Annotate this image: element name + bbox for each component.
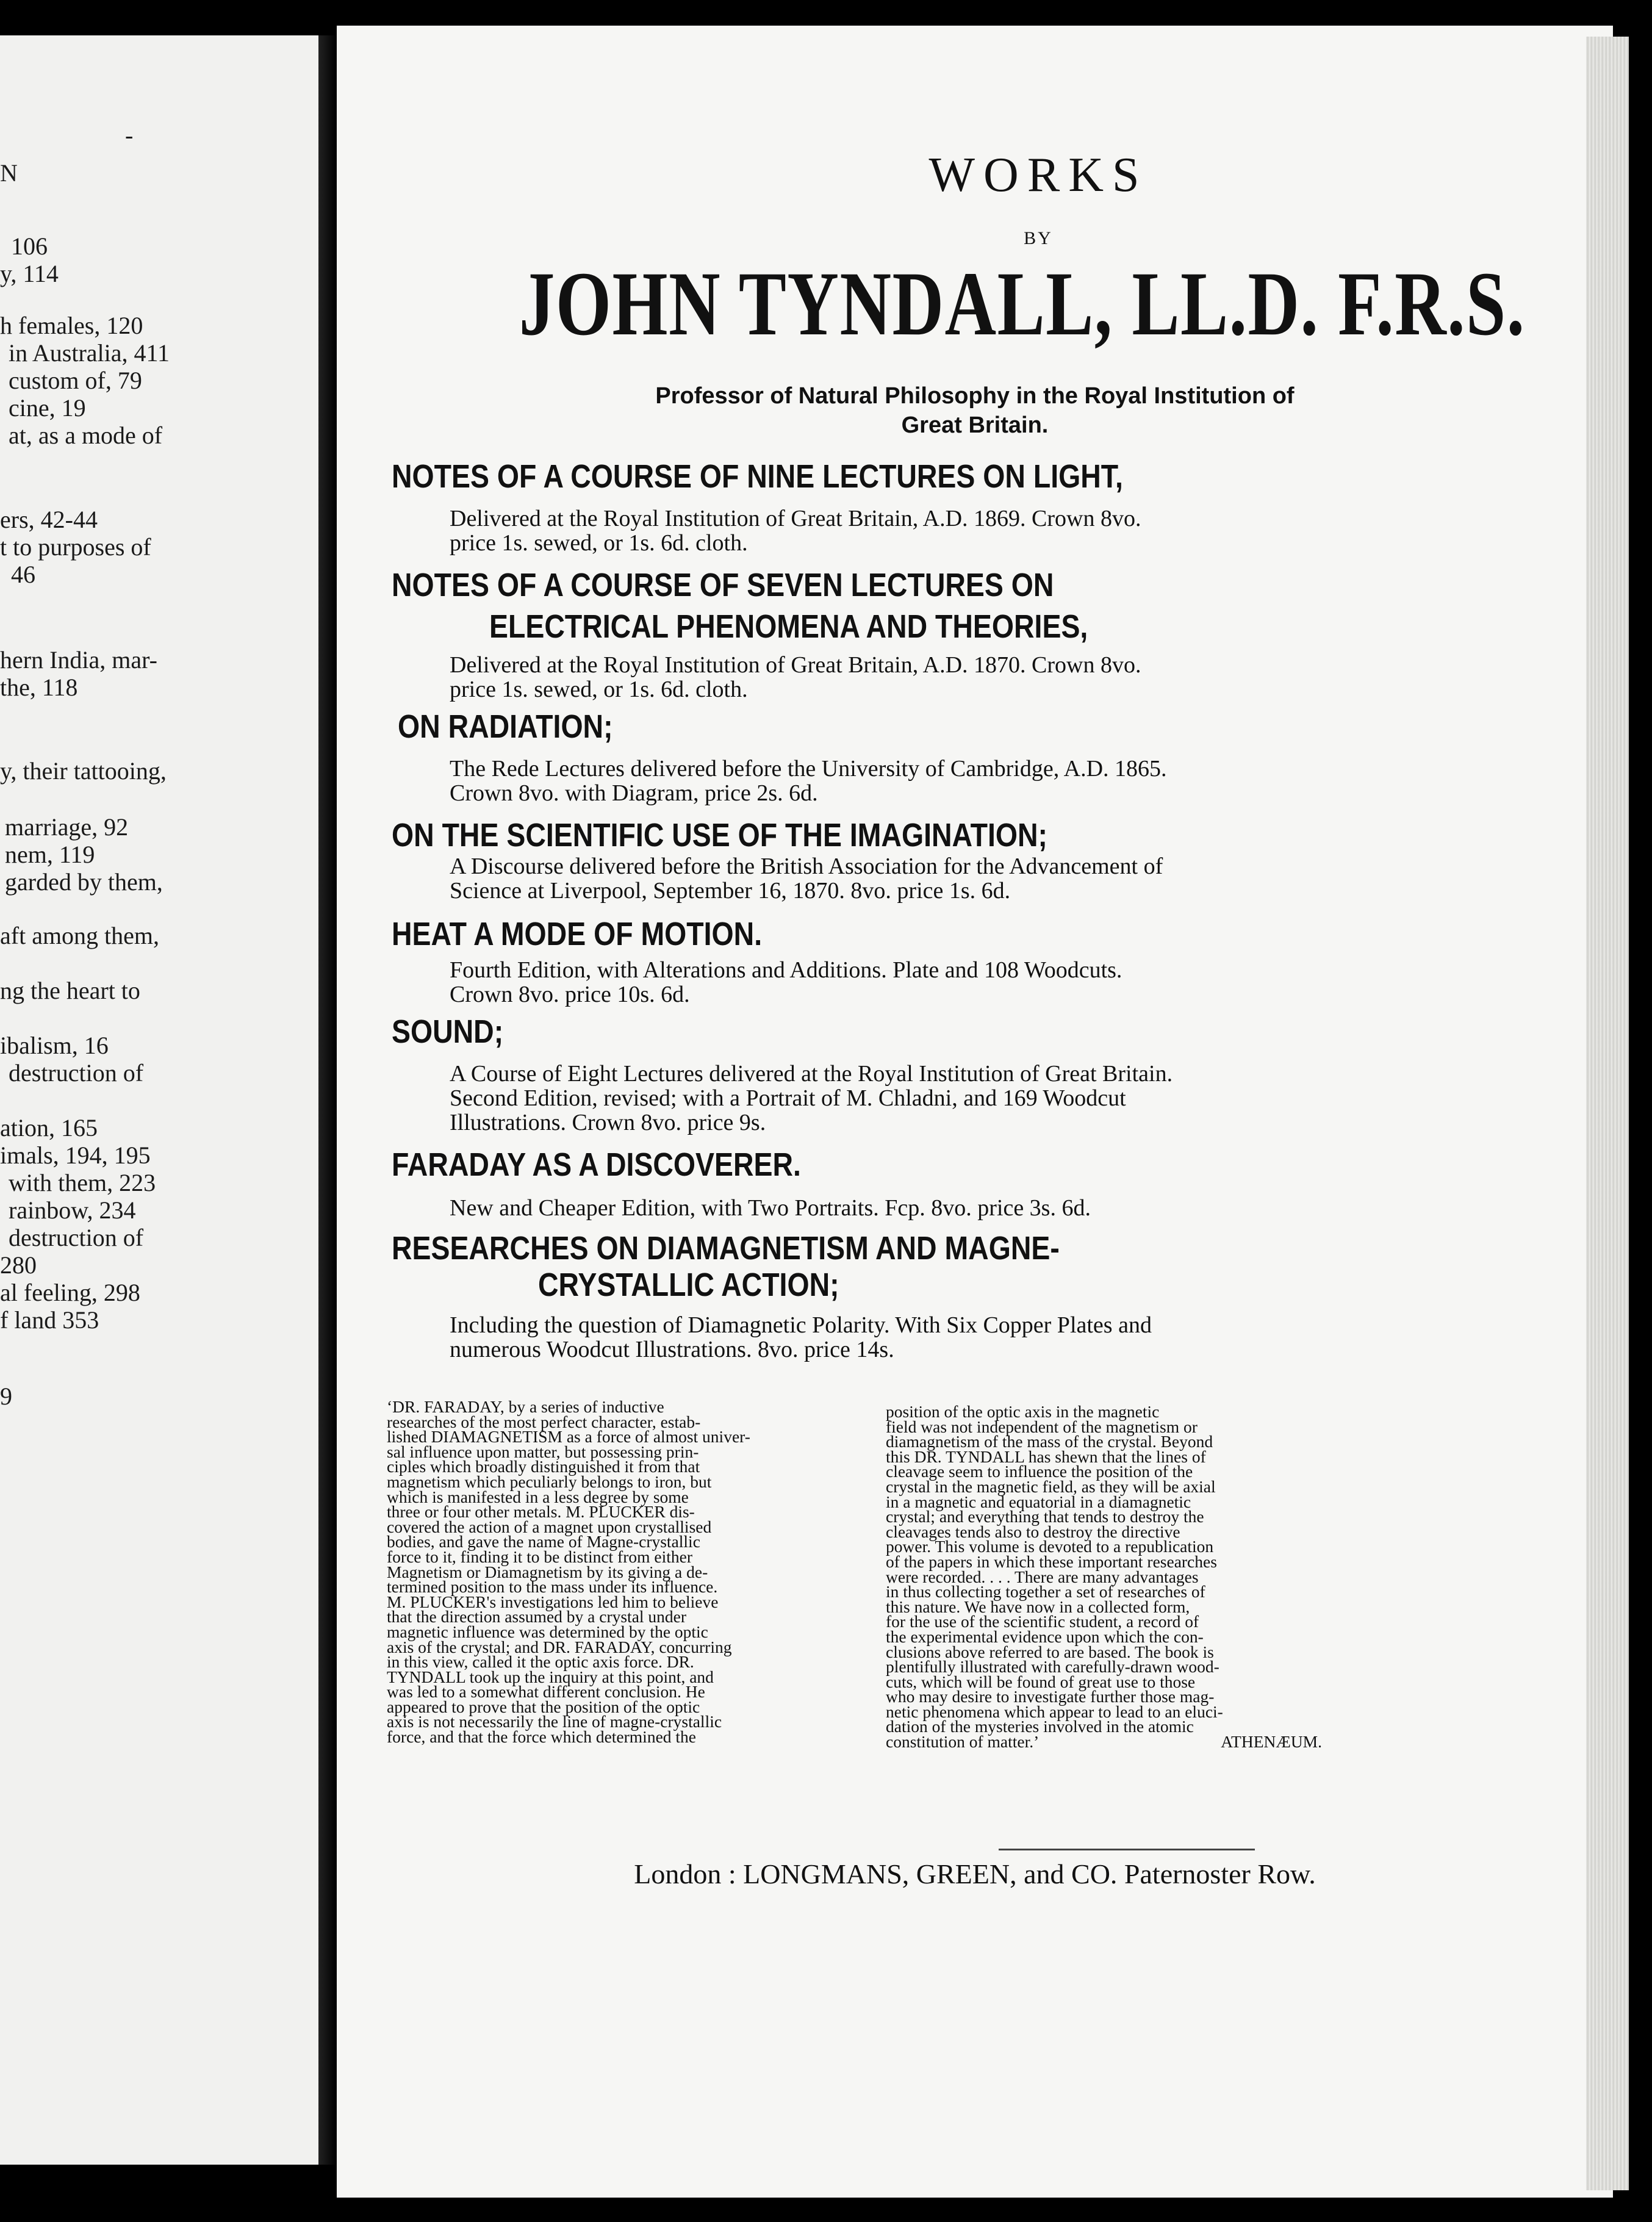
book-title: SOUND; [392, 1013, 504, 1050]
book-description: Delivered at the Royal Institution of Great Britain, A.D. 1870. Crown 8vo. [450, 652, 1141, 678]
quote-line: this nature. We have now in a collected form, [886, 1597, 1190, 1616]
by-label: BY [1024, 228, 1053, 248]
book-title: CRYSTALLIC ACTION; [538, 1267, 839, 1303]
book-title: HEAT A MODE OF MOTION. [392, 916, 763, 952]
quote-line: netic phenomena which appear to lead to an eluci- [886, 1702, 1223, 1721]
works-heading: WORKS [928, 148, 1148, 202]
quote-line: lished DIAMAGNETISM as a force of almost univer- [387, 1427, 750, 1447]
book-description: Fourth Edition, with Alterations and Additions. Plate and 108 Woodcuts. [450, 957, 1122, 983]
quote-line: power. This volume is devoted to a republication [886, 1537, 1214, 1556]
index-line: ibalism, 16 [0, 1032, 109, 1059]
index-line: in Australia, 411 [9, 339, 170, 367]
index-line: custom of, 79 [9, 367, 142, 394]
index-line: N [0, 159, 18, 187]
index-line: destruction of [9, 1059, 144, 1087]
book-description: Crown 8vo. price 10s. 6d. [450, 982, 690, 1007]
quote-line: which is manifested in a less degree by some [387, 1487, 689, 1506]
quote-line: plentifully illustrated with carefully-drawn wood- [886, 1657, 1219, 1677]
book-description: Science at Liverpool, September 16, 1870. 8vo. price 1s. 6d. [450, 878, 1011, 904]
quote-line: cuts, which will be found of great use to those [886, 1672, 1196, 1691]
index-line: aft among them, [0, 922, 160, 949]
author-title-line-2: Great Britain. [901, 412, 1049, 438]
index-line: - [125, 121, 134, 149]
quote-line: ciples which broadly distinguished it from that [387, 1457, 700, 1476]
index-line: nem, 119 [5, 841, 95, 868]
quote-line: in thus collecting together a set of researches of [886, 1582, 1205, 1602]
quote-line: appeared to prove that the position of the optic [387, 1697, 700, 1716]
index-line: destruction of [9, 1224, 144, 1251]
book-title: ON THE SCIENTIFIC USE OF THE IMAGINATION; [392, 817, 1047, 854]
index-line: imals, 194, 195 [0, 1142, 151, 1169]
quote-line: axis is not necessarily the line of magne-crystallic [387, 1712, 722, 1731]
index-line: 106 [11, 232, 48, 260]
index-line: 9 [0, 1382, 12, 1410]
left-page-fragment [0, 35, 318, 2165]
quote-line: force, and that the force which determined the [387, 1727, 696, 1747]
quote-line: three or four other metals. M. PLUCKER dis- [387, 1502, 695, 1522]
quote-line: Magnetism or Diamagnetism by its giving a de- [387, 1562, 708, 1581]
index-line: al feeling, 298 [0, 1279, 140, 1306]
quote-line: cleavages tends also to destroy the directive [886, 1522, 1180, 1541]
quote-line: sal influence upon matter, but possessing prin- [387, 1442, 699, 1461]
quote-line: researches of the most perfect character, estab- [387, 1412, 701, 1431]
book-description: Crown 8vo. with Diagram, price 2s. 6d. [450, 780, 818, 806]
index-line: ation, 165 [0, 1114, 98, 1142]
index-line: ers, 42-44 [0, 506, 98, 533]
publisher-imprint: London : LONGMANS, GREEN, and CO. Paternoster Row. [634, 1858, 1316, 1889]
quote-line: in a magnetic and equatorial in a diamagnetic [886, 1492, 1191, 1511]
quote-line: who may desire to investigate further those mag- [886, 1687, 1215, 1706]
book-title: NOTES OF A COURSE OF NINE LECTURES ON LIGHT, [392, 458, 1123, 495]
quote-line: that the direction assumed by a crystal under [387, 1607, 687, 1627]
index-line: h females, 120 [0, 312, 143, 339]
book-title: FARADAY AS A DISCOVERER. [392, 1146, 801, 1183]
quote-line: crystal; and everything that tends to destroy the [886, 1507, 1204, 1526]
quote-line: of the papers in which these important researches [886, 1551, 1217, 1571]
book-description: Second Edition, revised; with a Portrait of M. Chladni, and 169 Woodcut [450, 1085, 1126, 1111]
quote-line: for the use of the scientific student, a record of [886, 1612, 1199, 1631]
page-edges [1586, 37, 1629, 2190]
author-title-line-1: Professor of Natural Philosophy in the Royal Institution of [655, 383, 1295, 409]
quote-line: were recorded. . . . There are many advantages [886, 1567, 1199, 1586]
quote-line: dation of the mysteries involved in the atomic [886, 1717, 1194, 1736]
book-title: RESEARCHES ON DIAMAGNETISM AND MAGNE- [392, 1230, 1060, 1267]
quote-line: diamagnetism of the mass of the crystal. Beyond [886, 1432, 1213, 1451]
index-line: 280 [0, 1251, 37, 1279]
index-line: with them, 223 [9, 1169, 156, 1196]
index-line: marriage, 92 [5, 813, 129, 841]
quote-line: was led to a somewhat different conclusion. He [387, 1682, 705, 1702]
quote-line: the experimental evidence upon which the con- [886, 1627, 1204, 1646]
index-line: hern India, mar- [0, 646, 157, 674]
index-line: at, as a mode of [9, 422, 163, 449]
book-description: Including the question of Diamagnetic Polarity. With Six Copper Plates and [450, 1312, 1152, 1338]
author-title [337, 381, 1613, 440]
book-description: numerous Woodcut Illustrations. 8vo. price 14s. [450, 1337, 894, 1362]
index-line: y, their tattooing, [0, 757, 167, 785]
author-name: JOHN TYNDALL, LL.D. F.R.S. [519, 253, 1526, 354]
book-gutter [318, 35, 337, 2165]
book-description: Illustrations. Crown 8vo. price 9s. [450, 1110, 766, 1135]
quote-line: axis of the crystal; and DR. FARADAY, concurring [387, 1637, 732, 1656]
quote-line: M. PLUCKER's investigations led him to believe [387, 1592, 719, 1611]
book-description: A Discourse delivered before the British Association for the Advancement of [450, 854, 1163, 879]
index-line: cine, 19 [9, 394, 86, 422]
review-quote-left-column [387, 1397, 826, 1747]
review-quote-right-column [886, 1404, 1340, 1750]
book-description: price 1s. sewed, or 1s. 6d. cloth. [450, 677, 748, 702]
book-description: The Rede Lectures delivered before the University of Cambridge, A.D. 1865. [450, 756, 1167, 782]
book-title: ELECTRICAL PHENOMENA AND THEORIES, [489, 608, 1088, 645]
quote-line: magnetism which peculiarly belongs to iron, but [387, 1472, 712, 1491]
quote-line: bodies, and gave the name of Magne-crystallic [387, 1532, 700, 1551]
quote-line: field was not independent of the magnetism or [886, 1417, 1198, 1436]
quote-line: in this view, called it the optic axis force. DR. [387, 1652, 694, 1672]
quote-line: clusions above referred to are based. The book is [886, 1642, 1214, 1661]
quote-line: TYNDALL took up the inquiry at this point, and [387, 1667, 714, 1686]
quote-line: cleavage seem to influence the position of the [886, 1462, 1193, 1481]
index-line: garded by them, [5, 868, 163, 896]
quote-line: covered the action of a magnet upon crystallised [387, 1517, 712, 1536]
book-description: A Course of Eight Lectures delivered at the Royal Institution of Great Britain. [450, 1061, 1173, 1087]
quote-line: position of the optic axis in the magnetic [886, 1402, 1160, 1421]
book-description: Delivered at the Royal Institution of Great Britain, A.D. 1869. Crown 8vo. [450, 506, 1141, 531]
divider-rule [999, 1849, 1255, 1850]
advertisement-page [337, 26, 1613, 2198]
index-line: t to purposes of [0, 533, 151, 561]
book-title: NOTES OF A COURSE OF SEVEN LECTURES ON [392, 567, 1054, 603]
index-line: ng the heart to [0, 977, 140, 1004]
quote-line: this DR. TYNDALL has shewn that the lines of [886, 1447, 1206, 1466]
quote-line: crystal in the magnetic field, as they will be axial [886, 1476, 1216, 1496]
index-line: 46 [11, 561, 35, 588]
index-line: y, 114 [0, 260, 59, 287]
index-line: f land 353 [0, 1306, 99, 1334]
quote-line: termined position to the mass under its influence. [387, 1577, 718, 1597]
quote-line: constitution of matter.’ [886, 1732, 1040, 1752]
book-description: price 1s. sewed, or 1s. 6d. cloth. [450, 530, 748, 556]
quote-line: magnetic influence was determined by the optic [387, 1622, 708, 1641]
book-description: New and Cheaper Edition, with Two Portraits. Fcp. 8vo. price 3s. 6d. [450, 1195, 1091, 1221]
quote-line: ‘DR. FARADAY, by a series of inductive [387, 1397, 664, 1416]
quote-line: force to it, finding it to be distinct from either [387, 1547, 692, 1566]
quote-source: ATHENÆUM. [1221, 1732, 1322, 1752]
index-line: the, 118 [0, 674, 78, 701]
index-line: rainbow, 234 [9, 1196, 136, 1224]
book-title: ON RADIATION; [398, 708, 613, 745]
